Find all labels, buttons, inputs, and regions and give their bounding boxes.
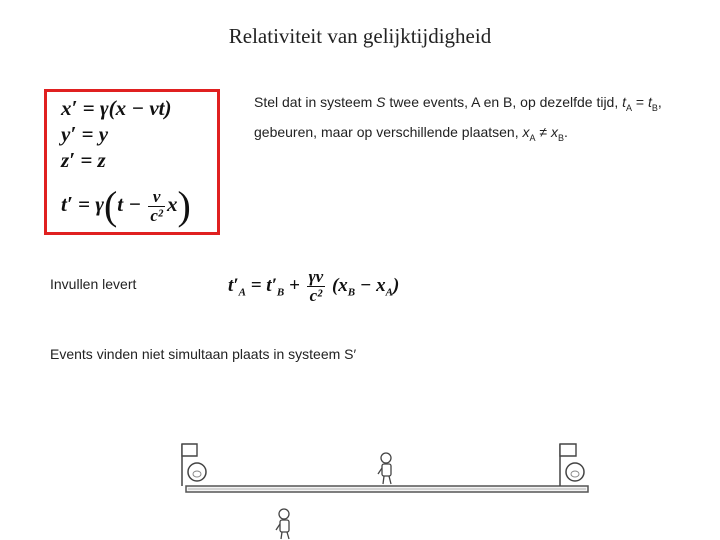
observer-on-train-icon (378, 453, 391, 484)
label-invullen: Invullen levert (50, 276, 137, 292)
equation-y: y′ = y (61, 122, 109, 146)
lorentz-equations-box (44, 89, 220, 235)
slide-title: Relativiteit van gelijktijdigheid (228, 24, 492, 48)
train-platform-illustration (0, 430, 720, 540)
flag-lamp-b-icon (560, 444, 584, 486)
equation-time-difference: $t'_A = t'_B$ + $\frac{\gamma v}{\text{c²}}$ $(x_B - x_A)$ (228, 267, 400, 305)
platform-rail (186, 486, 588, 492)
equation-z: z′ = z (61, 148, 106, 172)
fraction-v-c2: $\frac{v}{\text{c²}}$ (150, 186, 163, 225)
equation-t: t′ = γ(t − $\frac{v}{\text{c²}}$ x) (61, 183, 191, 228)
flag-lamp-a-icon (182, 444, 206, 486)
intro-text: Stel dat in systeem S twee events, A en B, op dezelfde tijd, $t_A = t_B$, gebeuren, maar op verschillende plaatsen, $x_A \ne x_B$. (254, 94, 662, 143)
fraction-gamma-v-c2: $\frac{\gamma v}{\text{c²}}$ (308, 267, 324, 305)
equation-x: x′ = γ(x − vt) (61, 96, 172, 120)
observer-on-ground-icon (276, 509, 289, 539)
label-events: Events vinden niet simultaan plaats in systeem S′ (50, 346, 357, 362)
